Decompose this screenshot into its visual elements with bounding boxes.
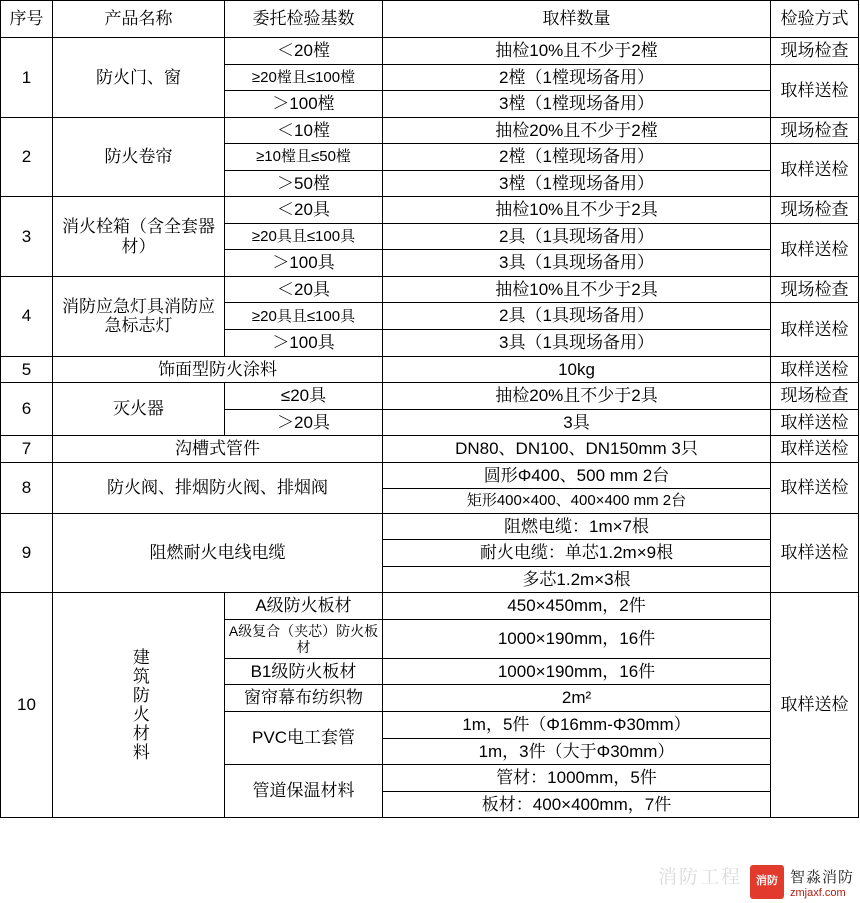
row-qty: 10kg (383, 356, 771, 383)
table-row (1, 356, 859, 383)
row-product: 消火栓箱（含全套器材） (53, 197, 225, 277)
ghost-watermark-text: 消防工程 (657, 867, 742, 888)
row-qty: 1m，5件（Φ16mm-Φ30mm） (383, 712, 771, 739)
row-method: 取样送检 (771, 462, 859, 513)
table-row (1, 276, 859, 303)
brand-logo-icon: 消防 (750, 865, 784, 899)
row-base: ＜20具 (225, 276, 383, 303)
row-qty: 2具（1具现场备用） (383, 223, 771, 250)
table-row (1, 38, 859, 65)
table-row (1, 436, 859, 463)
row-method: 现场检查 (771, 197, 859, 224)
row-qty: 1m，3件（大于Φ30mm） (383, 738, 771, 765)
row-qty: 2具（1具现场备用） (383, 303, 771, 330)
row-qty: 1000×190mm，16件 (383, 619, 771, 658)
row-method: 取样送检 (771, 144, 859, 197)
row-base: ≥20具且≤100具 (225, 303, 383, 330)
row-qty: 3具（1具现场备用） (383, 250, 771, 277)
row-qty: 2樘（1樘现场备用） (383, 144, 771, 171)
row-product: 防火卷帘 (53, 117, 225, 197)
table-row (1, 197, 859, 224)
row-qty: 抽检20%且不少于2樘 (383, 117, 771, 144)
row-qty: 抽检10%且不少于2具 (383, 276, 771, 303)
row-method: 现场检查 (771, 276, 859, 303)
table-row (1, 593, 859, 620)
row-no: 1 (1, 38, 53, 118)
row-no: 6 (1, 383, 53, 436)
row-qty: 抽检20%且不少于2具 (383, 383, 771, 410)
row-base: ≥10樘且≤50樘 (225, 144, 383, 171)
sub-label: A级复合（夹芯）防火板材 (225, 619, 383, 658)
row-method: 取样送检 (771, 409, 859, 436)
watermark-text (790, 866, 854, 899)
row-qty: 耐火电缆：单芯1.2m×9根 (383, 540, 771, 567)
header-product: 产品名称 (53, 1, 225, 38)
header-qty: 取样数量 (383, 1, 771, 38)
row-no: 8 (1, 462, 53, 513)
row-method: 取样送检 (771, 356, 859, 383)
table-header-row (1, 1, 859, 38)
row-base: ≥20具且≤100具 (225, 223, 383, 250)
row-qty: 抽检10%且不少于2樘 (383, 38, 771, 65)
row-base: ＜20具 (225, 197, 383, 224)
row-qty: 450×450mm，2件 (383, 593, 771, 620)
row-method: 取样送检 (771, 436, 859, 463)
row-qty: DN80、DN100、DN150mm 3只 (383, 436, 771, 463)
row-method: 现场检查 (771, 38, 859, 65)
row-qty: 阻燃电缆：1m×7根 (383, 513, 771, 540)
header-method: 检验方式 (771, 1, 859, 38)
row-qty: 3樘（1樘现场备用） (383, 170, 771, 197)
row-product: 灭火器 (53, 383, 225, 436)
row-qty: 1000×190mm，16件 (383, 658, 771, 685)
sub-label: B1级防火板材 (225, 658, 383, 685)
row-base: ≥20樘且≤100樘 (225, 64, 383, 91)
row-product: 阻燃耐火电线电缆 (53, 513, 383, 593)
row-method: 取样送检 (771, 513, 859, 593)
row-product: 沟槽式管件 (53, 436, 383, 463)
row-qty: 3樘（1樘现场备用） (383, 91, 771, 118)
row-qty: 抽检10%且不少于2具 (383, 197, 771, 224)
row-no: 3 (1, 197, 53, 277)
row-base: ＞50樘 (225, 170, 383, 197)
row-no: 10 (1, 593, 53, 818)
row-qty: 多芯1.2m×3根 (383, 566, 771, 593)
row-no: 9 (1, 513, 53, 593)
row-no: 7 (1, 436, 53, 463)
row-product: 防火阀、排烟防火阀、排烟阀 (53, 462, 383, 513)
row-qty: 3具 (383, 409, 771, 436)
watermark (750, 865, 854, 899)
row-method: 取样送检 (771, 303, 859, 356)
row-base: ＞20具 (225, 409, 383, 436)
row-method: 取样送检 (771, 64, 859, 117)
row-method: 取样送检 (771, 223, 859, 276)
row-base: ＞100具 (225, 330, 383, 357)
sub-label: 管道保温材料 (225, 765, 383, 818)
row-base: ＜20樘 (225, 38, 383, 65)
table-row (1, 462, 859, 489)
row-product: 消防应急灯具消防应急标志灯 (53, 276, 225, 356)
row-product: 建筑防火材料 (53, 593, 225, 818)
header-base: 委托检验基数 (225, 1, 383, 38)
row-product: 防火门、窗 (53, 38, 225, 118)
row-qty: 3具（1具现场备用） (383, 330, 771, 357)
row-qty: 板材：400×400mm，7件 (383, 791, 771, 818)
row-qty: 2樘（1樘现场备用） (383, 64, 771, 91)
watermark-domain: zmjaxf.com (789, 886, 846, 899)
table-row (1, 513, 859, 540)
sub-label: 窗帘幕布纺织物 (225, 685, 383, 712)
table-row (1, 383, 859, 410)
table-row (1, 117, 859, 144)
row-no: 4 (1, 276, 53, 356)
row-base: ＞100具 (225, 250, 383, 277)
sub-label: A级防火板材 (225, 593, 383, 620)
row-base: ≤20具 (225, 383, 383, 410)
row-base: ＜10樘 (225, 117, 383, 144)
row-product: 饰面型防火涂料 (53, 356, 383, 383)
header-no: 序号 (1, 1, 53, 38)
row-qty: 管材：1000mm，5件 (383, 765, 771, 792)
row-qty: 圆形Φ400、500 mm 2台 (383, 462, 771, 489)
sub-label: PVC电工套管 (225, 712, 383, 765)
row-no: 5 (1, 356, 53, 383)
watermark-title: 智淼消防 (789, 868, 854, 886)
row-method: 取样送检 (771, 593, 859, 818)
row-method: 现场检查 (771, 117, 859, 144)
row-method: 现场检查 (771, 383, 859, 410)
row-base: ＞100樘 (225, 91, 383, 118)
row-no: 2 (1, 117, 53, 197)
row-qty: 2m² (383, 685, 771, 712)
row-qty: 矩形400×400、400×400 mm 2台 (383, 489, 771, 513)
